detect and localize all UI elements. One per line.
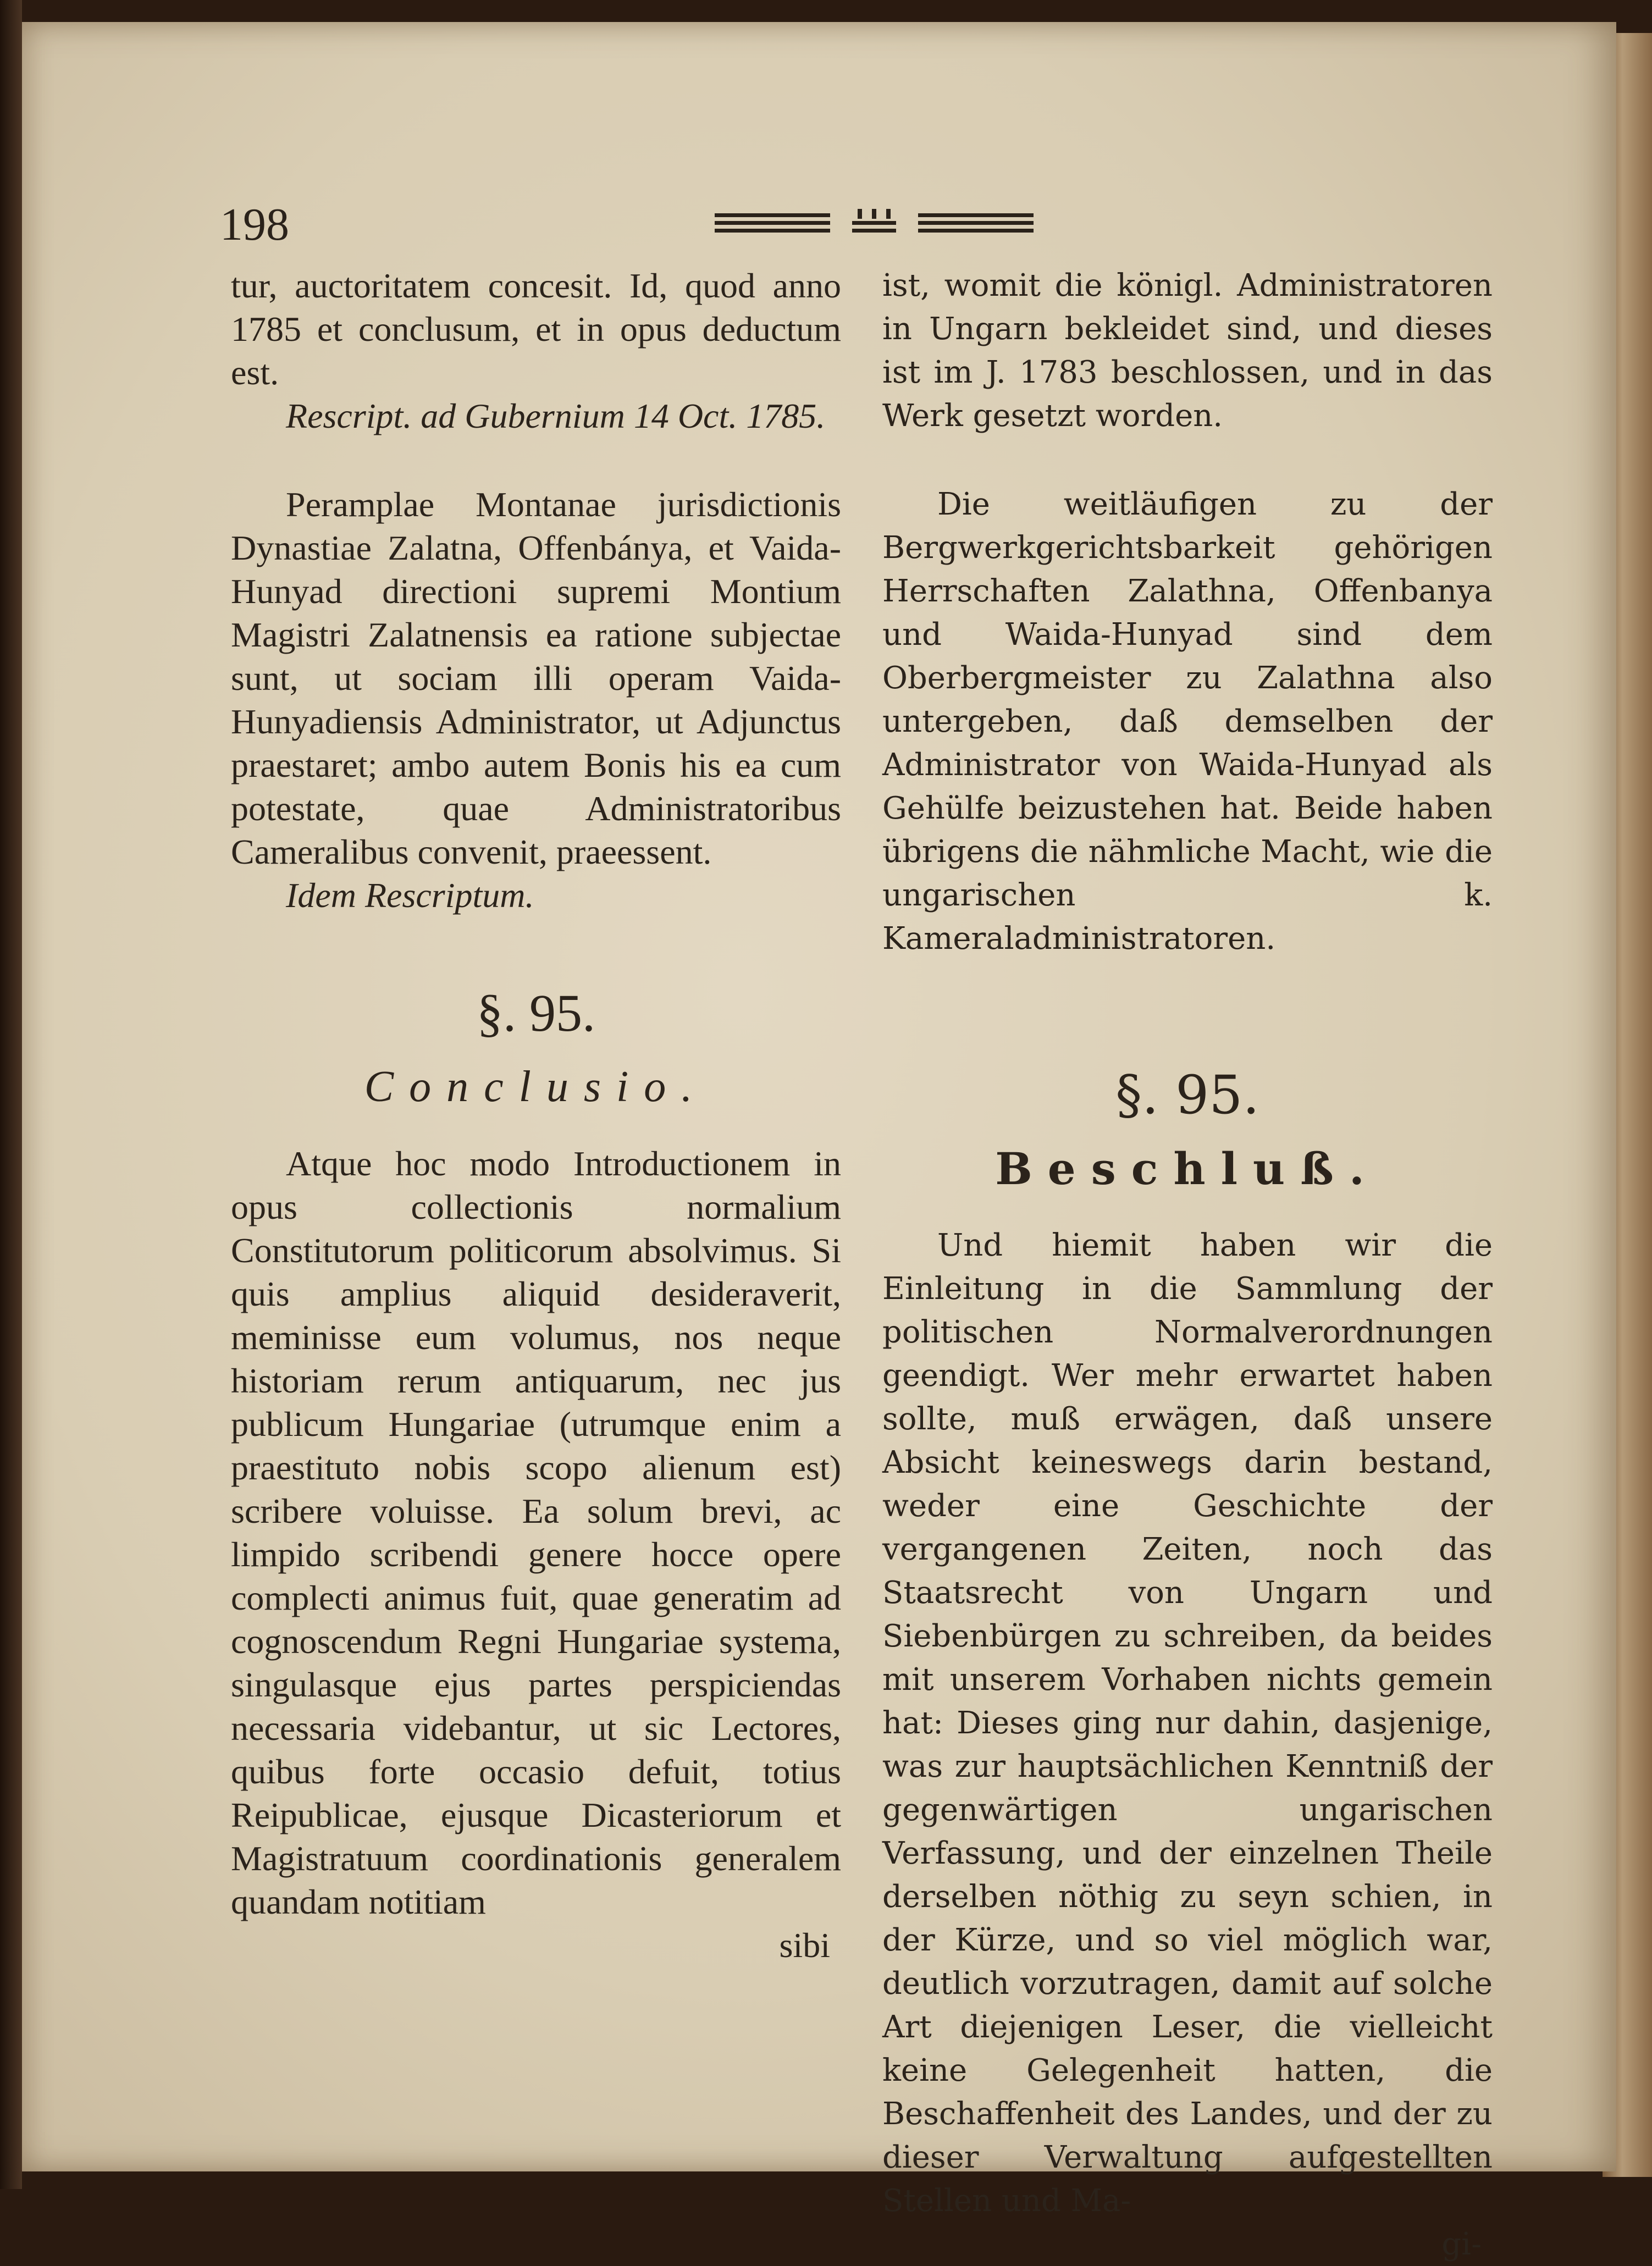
latin-paragraph-2: Peramplae Montanae jurisdictionis Dynastiae Zalatna, Offenbánya, et Vaida-Hunyad directioni supremi Montium Magistri Zalatnensis ea ratione subjectae sunt, ut sociam illi operam Vaida-Hunyadiensis Administrator, ut Adjunctus praestaret; ambo autem Bonis his ea cum potestate, quae Administratoribus Cameralibus convenit, praeessent.	[231, 485, 841, 871]
german-paragraph-1: ist, womit die königl. Administratoren in Ungarn bekleidet sind, und dieses ist im J. 1783 beschlossen, und in das Werk gesetzt worden.	[882, 268, 1493, 434]
scan-background	[0, 0, 22, 2189]
latin-section-number: §. 95.	[477, 983, 595, 1042]
german-section-number: §. 95.	[1115, 1064, 1259, 1126]
page-header	[22, 192, 1616, 258]
german-column	[882, 264, 1493, 2266]
latin-section-title: Conclusio.	[364, 1063, 708, 1111]
latin-reference-1: Rescript. ad Gubernium 14 Oct. 1785.	[286, 396, 826, 435]
latin-paragraph-3: Atque hoc modo Introductionem in opus collectionis normalium Constitutorum politicorum absolvimus. Si quis amplius aliquid desideraverit, meminisse eum volumus, nos neque historiam rerum antiquarum, nec jus publicum Hungariae (utrumque enim a praestituto nobis scopo alienum est) scribere voluisse. Ea solum brevi, ac limpido scribendi genere hocce opere complecti animus fuit, quae generatim ad cognoscendum Regni Hungariae systema, singulasque ejus partes perspiciendas necessaria videbantur, ut sic Lectores, quibus forte occasio defuit, totius Reipublicae, ejusque Dicasteriorum et Magistratuum coordinationis generalem quandam notitiam	[231, 1144, 841, 1921]
header-ornament	[709, 203, 1039, 247]
latin-catchword: sibi	[779, 1926, 830, 1965]
latin-column	[231, 264, 841, 1967]
german-catchword: gi-	[1441, 2226, 1482, 2262]
latin-paragraph-1: tur, auctoritatem concesit. Id, quod anno 1785 et conclusum, et in opus deductum est.	[231, 266, 841, 392]
latin-reference-2: Idem Rescriptum.	[286, 876, 534, 915]
german-paragraph-3: Und hiemit haben wir die Einleitung in die Sammlung der politischen Normalverordnungen geendigt. Wer mehr erwartet haben sollte, muß erwägen, daß unsere Absicht keineswegs darin bestand, weder eine Geschichte der vergangenen Zeiten, noch das Staatsrecht von Ungarn und Siebenbürgen zu schreiben, da beides mit unserem Vorhaben nichts gemein hat: Dieses ging nur dahin, dasjenige, was zur hauptsächlichen Kenntniß der gegenwärtigen ungarischen Verfassung, und der einzelnen Theile derselben nöthig zu seyn schien, in der Kürze, und so viel möglich war, deutlich vorzutragen, damit auf solche Art diejenigen Leser, die vielleicht keine Gelegenheit hatten, die Beschaffenheit des Landes, und der zu dieser Verwaltung aufgestellten Stellen und Ma-	[882, 1228, 1493, 2219]
book-page	[22, 22, 1616, 2262]
page-number: 198	[220, 199, 289, 250]
german-paragraph-2: Die weitläufigen zu der Bergwerkgerichtsbarkeit gehörigen Herrschaften Zalathna, Offenbanya und Waida-Hunyad sind dem Oberbergmeister zu Zalathna also untergeben, daß demselben der Administrator von Waida-Hunyad als Gehülfe beizustehen hat. Beide haben übrigens die nähmliche Macht, wie die ungarischen k. Kameraladministratoren.	[882, 487, 1493, 957]
german-section-title: Beschluß.	[995, 1143, 1380, 1195]
